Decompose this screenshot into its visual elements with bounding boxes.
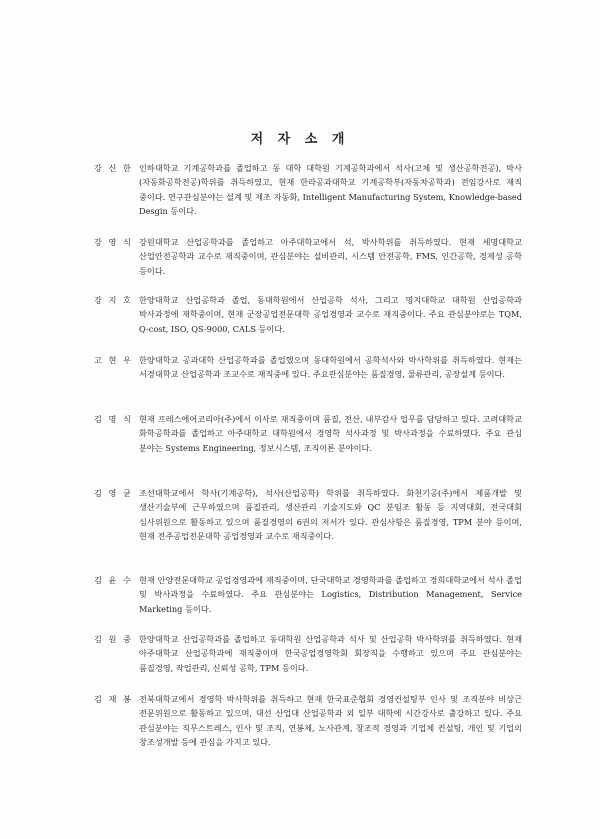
- author-bio: 강원대학교 산업공학과를 졸업하고 아주대학교에서 석, 박사학위를 취득하였다. 현재 세명대학교 산업안전공학과 교수로 재직중이며, 관심분야는 설비관리, 시스템 안전공학, FMS, 인간공학, 경제성 공학 등이다.: [139, 237, 522, 276]
- author-entry: [94, 692, 522, 749]
- author-entry: [94, 632, 522, 675]
- author-name: 김 명 식: [94, 414, 133, 424]
- author-name: 김 재 봉: [94, 694, 133, 704]
- author-entry: [94, 293, 522, 336]
- author-bio: 한양대학교 공과대학 산업공학과를 졸업했으며 동대학원에서 공학석사와 박사학위를 취득하였다. 현재는 서경대학교 산업공학과 조교수로 재직중에 있다. 주요관심분야는 품질경영, 물류관리, 공장설계 등이다.: [139, 355, 522, 380]
- author-name: 강 신 한: [94, 163, 133, 173]
- author-entry: [94, 486, 522, 543]
- author-bio: 조선대학교에서 학사(기계공학), 석사(산업공학) 학위를 취득하였다. 화천기공(주)에서 제품개발 및 생산기술부에 근무하였으며 품질관리, 생산관리 기술지도와 QC 분임조 활동 등 지역대회, 전국대회 심사위원으로 활동하고 있으며 품질경영의 6권의 저서가 있다. 관심사항은 품질경영, TPM 분야 등이며, 현재 전주공업전문대학 공업경영과 교수로 재직중이다.: [139, 488, 522, 541]
- author-bio: 전북대학교에서 경영학 박사학위를 취득하고 현재 한국표준협회 경영컨설팅부 인사 및 조직분야 비상근 전문위원으로 활동하고 있으며, 대선 산업대 산업공학과 외 일부 대학에 시간강사로 출강하고 있다. 주요 관심분야는 직무스트레스, 인사 및 조직, 연봉제, 노사관계, 창조적 경영과 기업체 컨설팅, 개인 및 기업의 창조성개발 등에 관심을 가지고 있다.: [139, 694, 522, 747]
- author-bio: 한양대학교 산업공학과 졸업, 동대학원에서 산업공학 석사, 그리고 명지대학교 대학원 산업공학과 박사과정에 재학중이며, 현재 군장공업전문대학 공업경영과 교수로 재직중이다. 주요 관심분야로는 TQM, Q-cost, ISO, QS-9000, CALS 등이다.: [139, 295, 522, 334]
- author-entry: [94, 161, 522, 218]
- author-name: 강 영 식: [94, 237, 133, 247]
- author-name: 김 원 중: [94, 634, 133, 644]
- author-bio: 인하대학교 기계공학과를 졸업하고 동 대학 대학원 기계공학과에서 석사(고체 및 생산공학전공), 박사(자동화공학전공)학위를 취득하였고, 현재 한라공과대학교 기계공학부(자동차공학과) 전임강사로 재직 중이다. 연구관심분야는 설계 및 제조 자동화, Intelligent Manufacturing System, Knowledge-based Desgin 등이다.: [139, 163, 522, 216]
- author-entry: [94, 573, 522, 616]
- author-name: 고 현 우: [94, 355, 133, 365]
- author-bio: 현재 프레스에어코리아(주)에서 이사로 재직중이며 품질, 전산, 내부감사 업무를 담당하고 있다. 고려대학교 화학공학과를 졸업하고 아주대학교 대학원에서 경영학 석사과정 및 박사과정을 수료하였다. 주요 관심 분야는 Systems Engineering, 정보시스템, 조직이론 분야이다.: [139, 414, 522, 453]
- author-name: 김 영 균: [94, 488, 133, 498]
- author-name: 김 윤 수: [94, 575, 133, 585]
- page-title: 저 자 소 개: [250, 132, 350, 147]
- author-name: 강 지 호: [94, 295, 133, 305]
- author-entry: [94, 353, 522, 382]
- author-entry: [94, 412, 522, 455]
- author-bio: 한양대학교 산업공학과를 졸업하고 동대학원 산업공학과 석사 및 산업공학 박사학위를 취득하였다. 현재 아주대학교 산업공학과에 재직중이며 한국공업경영학회 회장직을 수행하고 있으며 주요 관심분야는 품질경영, 작업관리, 신뢰성 공학, TPM 등이다.: [139, 634, 522, 673]
- author-entry: [94, 235, 522, 278]
- author-bio: 현재 안양전문대학교 공업경영과에 재직중이며, 단국대학교 경영학과를 졸업하고 경희대학교에서 석사 졸업 및 박사과정을 수료하였다. 주요 관심분야는 Logistics, Distribution Management, Service Marketing 등이다.: [139, 575, 522, 614]
